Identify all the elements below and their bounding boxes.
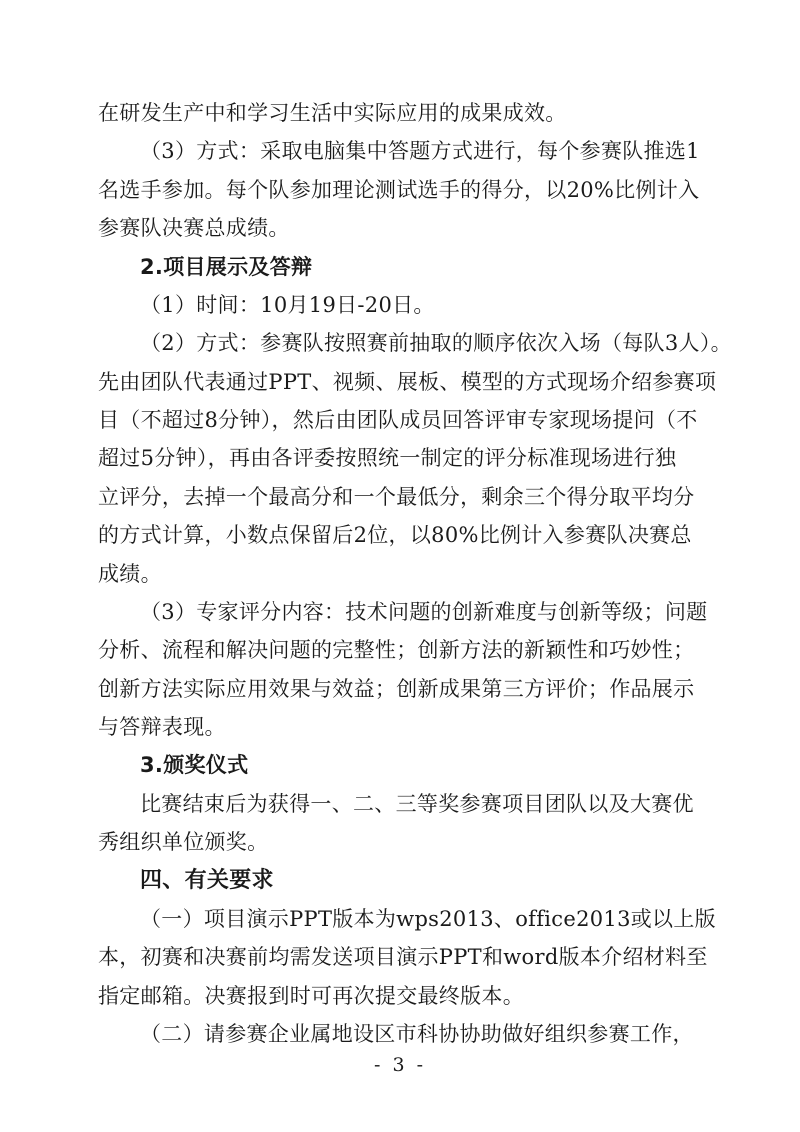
page-number: - 3 - [373,1054,426,1076]
document-page: 在研发生产中和学习生活中实际应用的成果成效。 （3）方式：采取电脑集中答题方式进行，每个参赛队推选1 名选手参加。每个队参加理论测试选手的得分，以20%比例计入 参赛队决赛总成绩。 2.项目展示及答辩 （1）时间：10月19日-20日。 （2）方式：参赛队按照赛前抽取的顺序依次入场（每队3人）。 先由团队代表通过PPT、视频、展板、模型的方式现场介绍参赛项 目（不超过8分钟），然后由团队成员回答评审专家现场提问（不 超过5分钟），再由各评委按照统一制定的评分标准现场进行独 立评分，去掉一个最高分和一个最低分，剩余三个得分取平均分 的方式计算，小数点保留后2位，以80%比例计入参赛队决赛总 成绩。 （3）专家评分内容：技术问题的创新难度与创新等级；问题 分析、流程和解决问题的完整性；创新方法的新颖性和巧妙性； 创新方法实际应用效果与效益；创新成果第三方评价；作品展示 与答辩表现。 3.颁奖仪式 比赛结束后为获得一、二、三等奖参赛项目团队以及大赛优 秀组织单位颁奖。 四、有关要求 （一）项目演示PPT版本为wps2013、office2013或以上版 本，初赛和决赛前均需发送项目演示PPT和word版本介绍材料至 指定邮箱。决赛报到时可再次提交最终版本。 （二）请参赛企业属地设区市科协协助做好组织参赛工作， - 3 - [0,0,800,1132]
